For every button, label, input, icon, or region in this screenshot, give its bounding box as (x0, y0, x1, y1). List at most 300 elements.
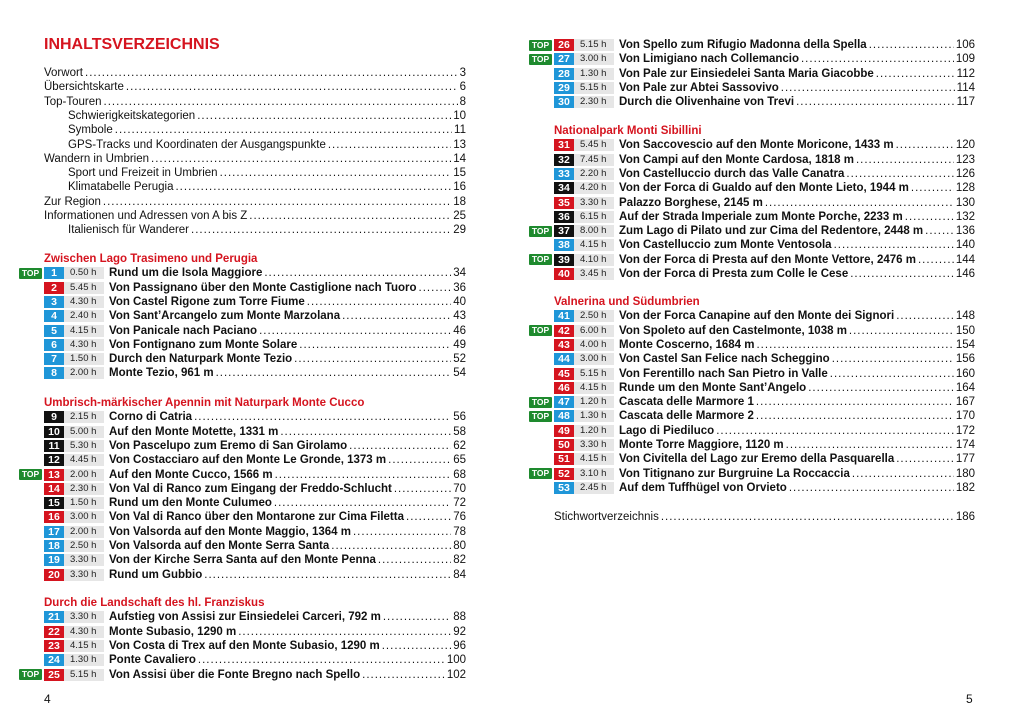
tour-entry[interactable] (44, 468, 466, 482)
toc-entry-page: 18 (453, 195, 466, 208)
tour-number-badge: 18 (44, 540, 64, 552)
tour-entry[interactable] (44, 510, 466, 524)
tour-page: 114 (956, 81, 975, 94)
tour-number-badge: 12 (44, 454, 64, 466)
tour-duration: 4.15 h (574, 453, 614, 465)
tour-entry[interactable] (44, 496, 466, 510)
tour-duration: 2.00 h (64, 526, 104, 538)
tour-entry[interactable] (44, 610, 466, 624)
tour-number-badge: 16 (44, 511, 64, 523)
tour-page: 154 (955, 338, 975, 351)
tour-entry[interactable] (554, 438, 975, 452)
top-tour-badge: TOP (19, 669, 42, 680)
tour-duration: 4.30 h (64, 626, 104, 638)
tour-number-badge: 37 (554, 225, 574, 237)
tour-number-badge: 25 (44, 669, 64, 681)
dot-leader (789, 481, 954, 495)
tour-number-badge: 45 (554, 368, 574, 380)
tour-title: Von Fontignano zum Monte Solare (109, 338, 298, 351)
tour-duration: 5.15 h (574, 82, 614, 94)
tour-entry[interactable] (44, 639, 466, 653)
tour-entry[interactable] (554, 210, 975, 224)
toc-entry-title: Sport und Freizeit in Umbrien (68, 167, 218, 180)
tour-duration: 3.30 h (64, 611, 104, 623)
top-tour-badge: TOP (529, 40, 552, 51)
dot-leader (204, 568, 451, 582)
tour-number-badge: 34 (554, 182, 574, 194)
top-tour-badge: TOP (19, 469, 42, 480)
tour-duration: 4.30 h (64, 296, 104, 308)
tour-page: 144 (955, 253, 975, 266)
dot-leader (925, 224, 954, 238)
tour-duration: 8.00 h (574, 225, 614, 237)
tour-number-badge: 22 (44, 626, 64, 638)
toc-entry-title: Symbole (68, 124, 113, 137)
tour-page: 106 (955, 39, 975, 51)
toc-entry-title: Zur Region (44, 195, 101, 208)
tour-duration: 2.30 h (64, 483, 104, 495)
tour-duration: 6.00 h (574, 325, 614, 337)
tour-title: Palazzo Borghese, 2145 m (619, 196, 763, 209)
tour-entry[interactable] (554, 338, 975, 352)
toc-entry[interactable] (44, 109, 466, 123)
tour-title: Cascata delle Marmore 2 (619, 410, 754, 423)
top-tour-badge: TOP (529, 397, 552, 408)
tour-entry[interactable] (44, 453, 466, 467)
toc-entry-title: Informationen und Adressen von A bis Z (44, 210, 248, 222)
tour-duration: 3.30 h (574, 197, 614, 209)
tour-title: Von Castel Rigone zum Torre Fiume (109, 295, 305, 308)
tour-entry[interactable] (554, 196, 975, 210)
toc-entry-title: Top-Touren (44, 95, 102, 108)
tour-number-badge: 35 (554, 197, 574, 209)
tour-title: Von Pale zur Einsiedelei Santa Maria Giacobbe (619, 67, 874, 80)
tour-entry[interactable] (554, 38, 975, 52)
tour-page: 76 (453, 511, 466, 524)
toc-entry[interactable] (44, 66, 466, 80)
tour-entry[interactable] (44, 366, 466, 380)
tour-duration: 2.50 h (574, 310, 614, 322)
tour-page: 68 (453, 468, 466, 481)
tour-title: Cascata delle Marmore 1 (619, 396, 754, 409)
dot-leader (849, 324, 954, 338)
tour-entry[interactable] (554, 95, 975, 109)
tour-title: Monte Tezio, 961 m (109, 367, 214, 380)
tour-duration: 5.30 h (64, 440, 104, 452)
toc-entry-page: 25 (453, 210, 466, 222)
tour-entry[interactable] (44, 625, 466, 639)
toc-entry[interactable] (44, 95, 466, 109)
tour-number-badge: 1 (44, 267, 64, 279)
dot-leader (197, 109, 451, 123)
tour-title: Von der Forca di Presta zum Colle le Cese (619, 268, 849, 280)
tour-entry[interactable] (554, 381, 975, 395)
tour-title: Von Val di Ranco zum Eingang der Freddo-Schlucht (109, 482, 392, 495)
tour-number-badge: 51 (554, 453, 574, 465)
tour-duration: 3.10 h (574, 468, 614, 480)
tour-page: 92 (453, 625, 466, 638)
toc-entry-page: 186 (955, 511, 975, 523)
dot-leader (765, 196, 954, 210)
tour-title: Durch die Olivenhaine von Trevi (619, 96, 795, 109)
tour-title: Von der Forca di Presta auf den Monte Vettore, 2476 m (619, 253, 916, 266)
tour-page: 78 (453, 525, 466, 538)
tour-page: 160 (955, 367, 975, 380)
tour-title: Runde um den Monte Sant’Angelo (619, 381, 807, 394)
tour-entry[interactable] (554, 395, 975, 409)
page-title: INHALTSVERZEICHNIS (44, 36, 220, 53)
tour-title: Von Titignano zur Burgruine La Roccaccia (619, 467, 850, 480)
tour-title: Von Civitella del Lago zur Eremo della Pasquarella (619, 453, 895, 466)
tour-duration: 3.00 h (574, 53, 614, 65)
tour-entry[interactable] (44, 568, 466, 582)
toc-entry[interactable] (44, 166, 466, 180)
tour-number-badge: 46 (554, 382, 574, 394)
tour-page: 170 (955, 410, 975, 423)
tour-entry[interactable] (554, 67, 975, 81)
tour-page: 126 (955, 167, 975, 180)
tour-duration: 2.40 h (64, 310, 104, 322)
tour-entry[interactable] (554, 409, 975, 423)
dot-leader (394, 482, 451, 496)
tour-duration: 3.00 h (574, 353, 614, 365)
tour-duration: 4.30 h (64, 339, 104, 351)
dot-leader (151, 152, 451, 166)
tour-number-badge: 11 (44, 440, 64, 452)
tour-page: 58 (453, 425, 466, 438)
tour-page: 36 (453, 281, 466, 294)
tour-page: 100 (446, 654, 466, 667)
tour-page: 72 (453, 497, 466, 510)
tour-page: 109 (955, 53, 975, 66)
tour-duration: 7.45 h (574, 154, 614, 166)
tour-page: 84 (453, 568, 466, 581)
tour-duration: 1.30 h (64, 654, 104, 666)
tour-title: Rund um Gubbio (109, 568, 203, 581)
tour-title: Von Panicale nach Paciano (109, 324, 258, 337)
toc-entry[interactable] (44, 80, 466, 94)
dot-leader (850, 267, 954, 281)
tour-number-badge: 29 (554, 82, 574, 94)
toc-entry-title: Italienisch für Wanderer (68, 224, 190, 237)
top-tour-badge: TOP (529, 254, 552, 265)
tour-number-badge: 27 (554, 53, 574, 65)
tour-duration: 3.30 h (64, 554, 104, 566)
tour-title: Von Sant’Arcangelo zum Monte Marzolana (109, 310, 341, 323)
tour-title: Von der Forca Canapine auf den Monte dei Signori (619, 310, 895, 323)
tour-entry[interactable] (44, 482, 466, 496)
tour-duration: 5.15 h (64, 669, 104, 681)
tour-title: Von Valsorda auf den Monte Serra Santa (109, 540, 330, 552)
dot-leader (280, 425, 451, 439)
dot-leader (331, 539, 451, 553)
dot-leader (378, 553, 451, 567)
tour-page: 120 (955, 139, 975, 152)
tour-entry[interactable] (44, 352, 466, 366)
dot-leader (911, 181, 954, 195)
tour-entry[interactable] (554, 81, 975, 95)
tour-entry[interactable] (554, 253, 975, 267)
dot-leader (198, 653, 445, 667)
tour-title: Von Limigiano nach Collemancio (619, 53, 799, 66)
tour-title: Aufstieg von Assisi zur Einsiedelei Carceri, 792 m (109, 611, 381, 624)
tour-duration: 4.10 h (574, 254, 614, 266)
dot-leader (382, 639, 451, 653)
top-tour-badge: TOP (529, 54, 552, 65)
tour-number-badge: 4 (44, 310, 64, 322)
dot-leader (661, 510, 954, 524)
dot-leader (349, 439, 451, 453)
tour-page: 146 (955, 268, 975, 280)
tour-duration: 4.45 h (64, 454, 104, 466)
tour-entry[interactable] (554, 224, 975, 238)
tour-title: Monte Coscerno, 1684 m (619, 338, 755, 351)
tour-page: 167 (955, 396, 975, 409)
tour-entry[interactable] (44, 266, 466, 280)
tour-entry[interactable] (44, 653, 466, 667)
tour-entry[interactable] (44, 525, 466, 539)
tour-duration: 2.00 h (64, 367, 104, 379)
tour-entry[interactable] (554, 467, 975, 481)
tour-number-badge: 43 (554, 339, 574, 351)
page-number-right: 5 (966, 692, 973, 706)
tour-number-badge: 33 (554, 168, 574, 180)
toc-entry-page: 3 (459, 67, 466, 79)
tour-duration: 4.15 h (64, 325, 104, 337)
tour-entry[interactable] (554, 167, 975, 181)
tour-page: 180 (955, 467, 975, 480)
tour-entry[interactable] (554, 424, 975, 438)
dot-leader (896, 452, 954, 466)
tour-duration: 1.50 h (64, 353, 104, 365)
tour-page: 156 (955, 353, 975, 366)
dot-leader (896, 309, 954, 323)
tour-number-badge: 40 (554, 268, 574, 280)
tour-page: 117 (956, 96, 975, 109)
tour-page: 128 (955, 182, 975, 195)
tour-number-badge: 52 (554, 468, 574, 480)
tour-entry[interactable] (554, 153, 975, 167)
tour-number-badge: 13 (44, 469, 64, 481)
tour-duration: 1.20 h (574, 396, 614, 408)
tour-page: 164 (955, 381, 975, 394)
dot-leader (801, 52, 954, 66)
tour-entry[interactable] (44, 338, 466, 352)
tour-page: 65 (453, 454, 466, 467)
tour-entry[interactable] (44, 539, 466, 553)
tour-title: Rund um den Monte Culumeo (109, 497, 272, 510)
tour-number-badge: 20 (44, 569, 64, 581)
tour-entry[interactable] (44, 309, 466, 323)
tour-number-badge: 47 (554, 396, 574, 408)
dot-leader (846, 167, 953, 181)
toc-entry[interactable] (44, 152, 466, 166)
dot-leader (191, 223, 451, 237)
tour-entry[interactable] (44, 410, 466, 424)
tour-entry[interactable] (554, 138, 975, 152)
dot-leader (194, 410, 451, 424)
tour-page: 34 (453, 267, 466, 280)
tour-entry[interactable] (44, 553, 466, 567)
tour-duration: 4.15 h (64, 640, 104, 652)
dot-leader (856, 153, 954, 167)
toc-entry-page: 8 (459, 95, 466, 108)
top-tour-badge: TOP (19, 268, 42, 279)
toc-entry[interactable] (44, 123, 466, 137)
tour-title: Von Costacciaro auf den Monte Le Gronde, 1373 m (109, 454, 387, 467)
dot-leader (383, 610, 451, 624)
dot-leader (876, 67, 955, 81)
dot-leader (175, 180, 451, 194)
toc-entry-title: Klimatabelle Perugia (68, 181, 174, 194)
tour-entry[interactable] (44, 439, 466, 453)
tour-entry[interactable] (554, 367, 975, 381)
tour-duration: 6.15 h (574, 211, 614, 223)
section-heading: Nationalpark Monti Sibillini (554, 125, 702, 137)
tour-title: Monte Torre Maggiore, 1120 m (619, 439, 784, 451)
tour-duration: 4.15 h (574, 382, 614, 394)
dot-leader (249, 209, 451, 223)
toc-entry-page: 16 (453, 181, 466, 194)
tour-duration: 5.15 h (574, 39, 614, 51)
dot-leader (220, 166, 452, 180)
tour-page: 52 (453, 353, 466, 366)
tour-number-badge: 6 (44, 339, 64, 351)
dot-leader (353, 525, 451, 539)
tour-entry[interactable] (44, 324, 466, 338)
toc-entry-index[interactable] (554, 510, 975, 524)
tour-entry[interactable] (554, 324, 975, 338)
toc-entry[interactable] (44, 195, 466, 209)
tour-title: Von Valsorda auf den Monte Maggio, 1364 m (109, 525, 351, 538)
tour-title: Von Assisi über die Fonte Bregno nach Spello (109, 668, 361, 681)
tour-page: 123 (955, 153, 975, 166)
dot-leader (342, 309, 451, 323)
toc-entry-page: 14 (453, 152, 466, 165)
tour-number-badge: 14 (44, 483, 64, 495)
tour-entry[interactable] (554, 309, 975, 323)
tour-number-badge: 50 (554, 439, 574, 451)
top-tour-badge: TOP (529, 411, 552, 422)
tour-entry[interactable] (44, 668, 466, 682)
toc-entry-title: Schwierigkeitskategorien (68, 109, 196, 122)
tour-page: 82 (453, 554, 466, 567)
toc-entry[interactable] (44, 223, 466, 237)
tour-number-badge: 31 (554, 139, 574, 151)
tour-entry[interactable] (44, 295, 466, 309)
section-heading: Durch die Landschaft des hl. Franziskus (44, 597, 265, 609)
dot-leader (852, 467, 954, 481)
tour-duration: 2.00 h (64, 469, 104, 481)
tour-title: Auf dem Tuffhügel von Orvieto (619, 481, 787, 494)
tour-number-badge: 9 (44, 411, 64, 423)
tour-page: 182 (955, 481, 975, 494)
tour-page: 40 (453, 295, 466, 308)
tour-number-badge: 21 (44, 611, 64, 623)
tour-title: Von Passignano über den Monte Castiglione nach Tuoro (109, 281, 417, 294)
tour-number-badge: 38 (554, 239, 574, 251)
tour-title: Von Ferentillo nach San Pietro in Valle (619, 367, 828, 380)
tour-duration: 4.00 h (574, 339, 614, 351)
tour-entry[interactable] (554, 181, 975, 195)
tour-entry[interactable] (554, 52, 975, 66)
toc-entry-page: 29 (453, 224, 466, 237)
tour-title: Auf der Strada Imperiale zum Monte Porche, 2233 m (619, 210, 903, 223)
toc-entry-title: Vorwort (44, 67, 83, 79)
tour-title: Von Pascelupo zum Eremo di San Girolamo (109, 439, 348, 452)
tour-duration: 4.20 h (574, 182, 614, 194)
tour-page: 174 (955, 439, 975, 451)
top-tour-badge: TOP (529, 468, 552, 479)
tour-title: Durch den Naturpark Monte Tezio (109, 353, 293, 366)
dot-leader (419, 281, 452, 295)
tour-duration: 3.30 h (64, 569, 104, 581)
dot-leader (918, 253, 954, 267)
dot-leader (299, 338, 451, 352)
tour-duration: 5.45 h (64, 282, 104, 294)
dot-leader (406, 510, 451, 524)
tour-page: 112 (956, 67, 975, 80)
tour-entry[interactable] (554, 481, 975, 495)
dot-leader (905, 210, 954, 224)
tour-duration: 3.00 h (64, 511, 104, 523)
dot-leader (216, 366, 452, 380)
tour-title: Auf den Monte Motette, 1331 m (109, 425, 279, 438)
tour-entry[interactable] (44, 425, 466, 439)
tour-entry[interactable] (554, 452, 975, 466)
toc-entry-page: 11 (454, 124, 466, 137)
page-number-left: 4 (44, 692, 51, 706)
tour-duration: 2.45 h (574, 482, 614, 494)
tour-duration: 5.00 h (64, 426, 104, 438)
tour-title: Ponte Cavaliero (109, 654, 196, 667)
toc-entry-title: Wandern in Umbrien (44, 152, 150, 165)
tour-title: Von Castel San Felice nach Scheggino (619, 353, 830, 366)
tour-number-badge: 10 (44, 426, 64, 438)
tour-title: Von Pale zur Abtei Sassovivo (619, 81, 779, 94)
tour-number-badge: 53 (554, 482, 574, 494)
dot-leader (328, 138, 451, 152)
tour-title: Lago di Piediluco (619, 424, 715, 437)
tour-number-badge: 28 (554, 68, 574, 80)
dot-leader (388, 453, 451, 467)
tour-page: 49 (453, 338, 466, 351)
toc-entry[interactable] (44, 180, 466, 194)
tour-duration: 4.15 h (574, 239, 614, 251)
tour-number-badge: 24 (44, 654, 64, 666)
tour-duration: 5.45 h (574, 139, 614, 151)
dot-leader (896, 138, 954, 152)
toc-entry[interactable] (44, 209, 466, 223)
tour-number-badge: 41 (554, 310, 574, 322)
tour-title: Von Saccovescio auf den Monte Moricone, 1433 m (619, 139, 894, 152)
tour-title: Von Spoleto auf den Castelmonte, 1038 m (619, 324, 847, 337)
tour-page: 46 (453, 324, 466, 337)
tour-page: 136 (955, 225, 975, 238)
tour-title: Zum Lago di Pilato und zur Cima del Redentore, 2448 m (619, 225, 924, 238)
dot-leader (115, 123, 452, 137)
toc-entry-title: Stichwortverzeichnis (554, 511, 659, 523)
toc-entry[interactable] (44, 138, 466, 152)
tour-number-badge: 48 (554, 410, 574, 422)
tour-entry[interactable] (554, 352, 975, 366)
tour-entry[interactable] (554, 238, 975, 252)
tour-page: 177 (955, 453, 975, 466)
dot-leader (808, 381, 954, 395)
tour-entry[interactable] (44, 281, 466, 295)
tour-number-badge: 15 (44, 497, 64, 509)
tour-entry[interactable] (554, 267, 975, 281)
